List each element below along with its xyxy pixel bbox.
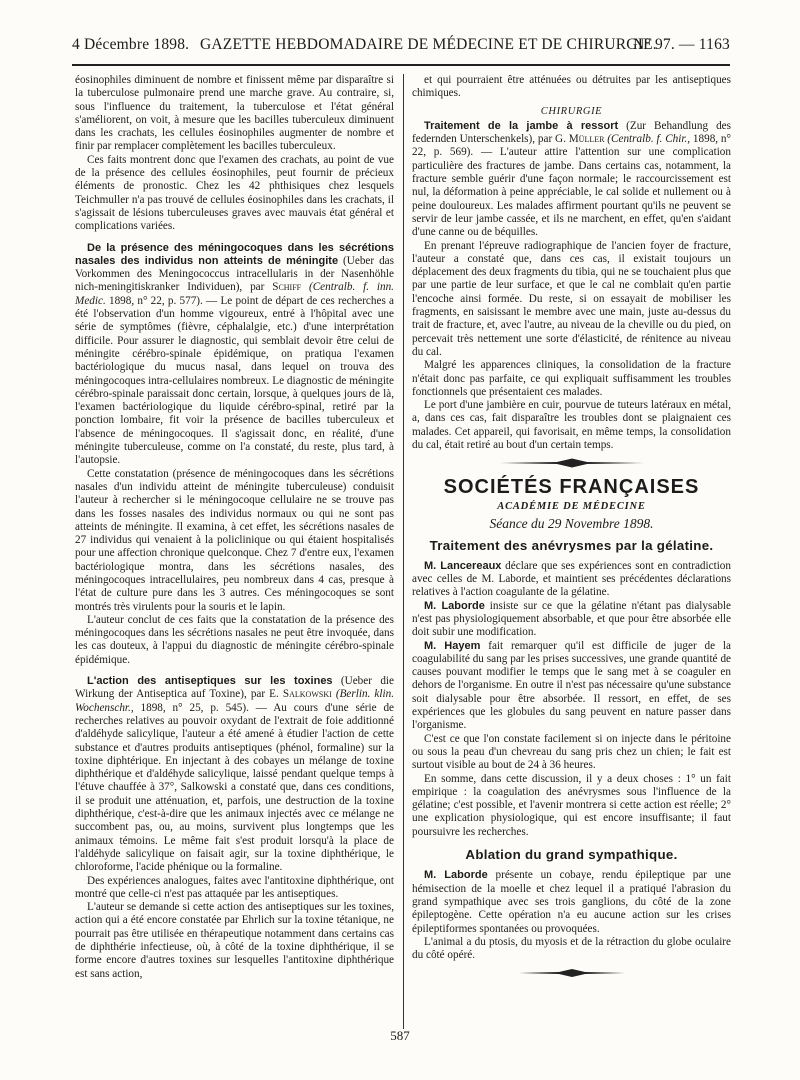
article-journal: (Berlin. klin. Wochenschr., [75, 688, 394, 714]
speaker-paragraph [412, 600, 731, 640]
issue-number: N° 97. — 1163 [633, 36, 730, 53]
subsection-heading: Traitement des anévrysmes par la gélatine. [429, 537, 714, 553]
speaker-name: M. Hayem [424, 639, 481, 652]
paragraph: Le port d'une jambière en cuir, pourvue de tuteurs latéraux en métal, a, dans ces cas, fait disparaître les troubles dont se plaignaient ces malades. Cet appareil, qui favorisait, en même temps, la consolidation du cal, était retiré au bout d'un certain temps. [412, 399, 731, 452]
column-rule [403, 74, 404, 1029]
article-journal: (Centralb. f. inn. Medic. [75, 281, 394, 307]
speaker-name: M. Lancereaux [424, 559, 502, 572]
academy-heading: ACADÉMIE DE MÉDECINE [497, 500, 646, 512]
section-label-chirurgie: CHIRURGIE [540, 105, 603, 117]
speaker-paragraph [412, 869, 731, 935]
article-reference: (Ueber die Wirkung der Antiseptica auf Toxine), par E. [75, 675, 394, 701]
section-heading-societes: SOCIÉTÉS FRANÇAISES [443, 475, 700, 498]
article-antiseptiques [75, 675, 394, 874]
speaker-paragraph [412, 560, 731, 600]
speaker-text: présente un cobaye, rendu épileptique par une hémisection de la moelle et chez lequel il a pratiqué l'abrasion du grand sympathique avec ses trois ganglions, du côté de la zone épileptogène. Cette opération n'a eu aucune action sur les crises épileptiformes spontanées ou provoquées. [412, 869, 731, 935]
article-body: — L'auteur attire l'attention sur une complication particulière des fractures de jambe. Dans certains cas, notamment, la fracture semble guérir d'une façon normale; le raccourcissement est nul, la déformation à peine appréciable, le cal solide et nullement ou à peine douloureux. Les malades affirment pourtant qu'ils ne peuvent se servir de leur jambe cassée, et ils ne marchent, en effet, qu'en s'aidant d'une canne ou de béquilles. [412, 146, 731, 239]
article-author: Salkowski [282, 688, 332, 701]
ornament-divider [412, 458, 731, 472]
paragraph: Ces faits montrent donc que l'examen des crachats, au point de vue de la présence des cellules éosinophiles, peut fournir de précieux éléments de pronostic. Chez les 42 phthisiques chez lesquels Teichmuller n'a pas trouvé de cellules éosinophiles dans les crachats, il s'agissait de lésions tuberculeuses graves avec mauvais état général et complications variées. [75, 153, 394, 233]
paragraph: Cette constatation (présence de méningocoques dans les sécrétions nasales d'un individu atteint de méningite tuberculeuse) conduisit l'auteur à rechercher si le méningocoque cellulaire ne se trouve pas dans les fosses nasales des individus normaux ou qui ne sont pas atteints de méningite. Il examina, à cet effet, les sécrétions nasales de 27 individus qui venaient à la policlinique ou qui étaient hospitalisés pour une affection chronique quelconque. Chez 7 d'entre eux, l'examen bactériologique montra, dans les sécrétions nasales, des méningocoques intracellulaires, peu nombreux dans 4 cas, presque à l'état de culture pure dans les 3 autres. Ces méningocoques se sont montrés très virulents pour la souris et le lapin. [75, 467, 394, 613]
paragraph: Des expériences analogues, faites avec l'antitoxine diphthérique, ont montré que celle-ci n'est pas attaquée par les antiseptiques. [75, 874, 394, 900]
article-reference: (Zur Behandlung des federnden Unterschenkels), par G. [412, 119, 731, 146]
spacer [75, 234, 394, 242]
header-rule [72, 64, 730, 66]
speaker-text: fait remarquer qu'il est difficile de juger de la coagulabilité du sang par les prises successives, une grande quantité de causes pouvant modifier le temps que le sang met à se coaguler en dehors de l'organisme. En outre il n'est pas nécessaire qu'une substance soit dialysable pour être absorbée. Il ressort, en effet, de ses expériences que les globules du sang peuvent en nature passer dans l'organisme. [412, 639, 731, 732]
article-author: Schiff [272, 281, 302, 294]
speaker-name: M. Laborde [424, 869, 488, 882]
issue-date: 4 Décembre 1898. [72, 36, 190, 53]
paragraph: L'auteur se demande si cette action des antiseptiques sur les toxines, action qui a été encore constatée par Ehrlich sur la toxine tétanique, ne pourrait pas être utilisée en thérapeutique notamment dans certains cas de diphthérie infectieuse, où, à côté de la toxine diphthérique, il se forme encore d'autres toxines sur lesquelles l'antitoxine diphthérique est sans action, [75, 901, 394, 980]
ornament-divider [412, 968, 731, 982]
article-meningocoques [75, 242, 394, 468]
article-citation: 1898, n° 25, p. 545). [140, 701, 249, 714]
paragraph: L'animal a du ptosis, du myosis et de la rétraction du globe oculaire du côté opéré. [412, 935, 731, 962]
spacer [75, 667, 394, 675]
article-author: Müller [568, 133, 605, 146]
journal-title: GAZETTE HEBDOMADAIRE DE MÉDECINE ET DE CHIRURGIE. [200, 36, 657, 53]
paragraph: C'est ce que l'on constate facilement si on injecte dans le péritoine ou sous la peau d'un chevreau du sang pris chez un chien; le fait est surtout visible au bout de 24 à 36 heures. [412, 732, 731, 772]
article-title: L'action des antiseptiques sur les toxines [87, 675, 333, 688]
running-header [72, 36, 730, 58]
paragraph: éosinophiles diminuent de nombre et finissent même par disparaître si la tuberculose pulmonaire prend une marche grave. Au contraire, si, sous l'influence du traitement, la tuberculose et l'état général s'améliorent, on voit, à mesure que les bacilles tuberculeux diminuent dans les crachats, les cellules éosinophiles augmenter de nombre et finir par remplacer complètement les bacilles tuberculeux. [75, 74, 394, 153]
article-jambe [412, 120, 731, 240]
speaker-paragraph [412, 640, 731, 733]
article-reference: (Ueber das Vorkommen des Meningococcus intracellularis in der Nasenhöhle nich-meningitiskranker Individuen), par [75, 254, 394, 294]
paragraph: L'auteur conclut de ces faits que la constatation de la présence des méningocoques dans les sécrétions nasales ne peut être invoquée, dans les cas douteux, à l'appui du diagnostic de méningite cérébro-spinale épidémique. [75, 613, 394, 666]
article-title: Traitement de la jambe à ressort [424, 119, 619, 132]
paragraph: et qui pourraient être atténuées ou détruites par les antiseptiques chimiques. [412, 74, 731, 100]
left-column [75, 74, 394, 981]
right-column [412, 74, 731, 989]
article-journal: (Centralb. f. Chir., [604, 133, 693, 146]
speaker-text: déclare que ses expériences sont en contradiction avec celles de M. Laborde, et maintient ses précédentes déclarations relatives à l'action coagulante de la gélatine. [412, 559, 731, 599]
article-citation: 1898, n° 22, p. 569). [412, 133, 732, 159]
article-citation: 1898, n° 22, p. 577). [108, 294, 203, 307]
article-body: — Le point de départ de ces recherches a été l'observation d'un homme vigoureux, entré à l'hôpital avec une série de symptômes (fièvre, céphalalgie, etc.) d'une interprétation difficile. Pour assurer le diagnostic, qui semblait devoir être celui de méningite cérébro-spinale épidémique, on pratiqua l'examen bactériologique du mucus nasal, dans lequel on trouva des méningocoques intra-cellulaires nombreux. Le diagnostic de méningite cérébro-spinale paraissait donc certain, lorsque, à quelques jours de là, l'examen bactériologique du liquide cérébro-spinal, retiré par la ponction lombaire, fit voir la présence de bacilles tuberculeux et l'absence de méningocoques. Il s'agissait donc, en réalité, d'une méningite tuberculeuse, comme on l'a constaté, du reste, plus tard, à l'autopsie. [75, 294, 395, 467]
article-title: De la présence des méningocoques dans les sécrétions nasales des individus non atteints de méningite [75, 241, 394, 267]
page-number: 587 [390, 1028, 410, 1043]
paragraph: En prenant l'épreuve radiographique de l'ancien foyer de fracture, l'auteur a constaté que, dans ces cas, il existait toujours un déplacement des deux fragments du tibia, qui ne se touchaient plus que par une partie de leur surface, et que le cal ne comblait qu'en partie l'encoche ainsi formée. Du reste, si on essayait de mobiliser les fragments, en saisissant le membre avec une main, juste au-dessus du trait de fracture, et, avec l'autre, au niveau de la cheville ou du pied, on percevait très nettement une sorte d'élasticité, de rénitence au niveau du cal. [412, 239, 731, 358]
article-body: — Au cours d'une série de recherches relatives au pouvoir oxydant de l'extrait de foie additionné d'aldéhyde salicylique, l'auteur a été amené à étudier l'action de cette substance et d'autres produits antiseptiques (phénol, formaline) sur la toxine diphtérique. En injectant à des cobayes un mélange de toxine diphthérique et d'aldéhyde salicylique, laissé pendant quelque temps à l'étuve chauffée à 37°, Salkowski a constaté que, dans ces conditions, il se produit une atténuation, et, parfois, une destruction de la toxine diphthérique, c'est-à-dire que les animaux injectés avec ce mélange ne succombent pas, ou, au moins, survivent plus longtemps que les animaux témoins. Le même fait s'est produit lorsqu'à la place de l'aldéhyde salicylique on faisait agir, sur la toxine diphthérique, le chloroforme, l'acide phénique ou la formaline. [75, 701, 395, 874]
paragraph: En somme, dans cette discussion, il y a deux choses : 1° un fait empirique : la coagulation des anévrysmes sous l'influence de la gélatine; c'est possible, et l'avenir montrera si cette action est réelle; 2° une explication physiologique, qui est encore insuffisante; il faut poursuivre les recherches. [412, 772, 731, 838]
speaker-name: M. Laborde [424, 599, 485, 612]
ornament-rule-icon [497, 458, 647, 468]
paragraph: Malgré les apparences cliniques, la consolidation de la fracture n'était donc pas parfaite, ce qui expliquait suffisamment les troubles fonctionnels que présentaient ces malades. [412, 359, 731, 398]
speaker-text: insiste sur ce que la gélatine n'étant pas dialysable n'est pas physiologiquement absorbable, et que pour être absorbée elle doit subir une modification. [412, 599, 731, 639]
session-date: Séance du 29 Novembre 1898. [489, 516, 654, 532]
subsection-heading: Ablation du grand sympathique. [465, 847, 678, 863]
ornament-rule-icon [517, 968, 627, 978]
